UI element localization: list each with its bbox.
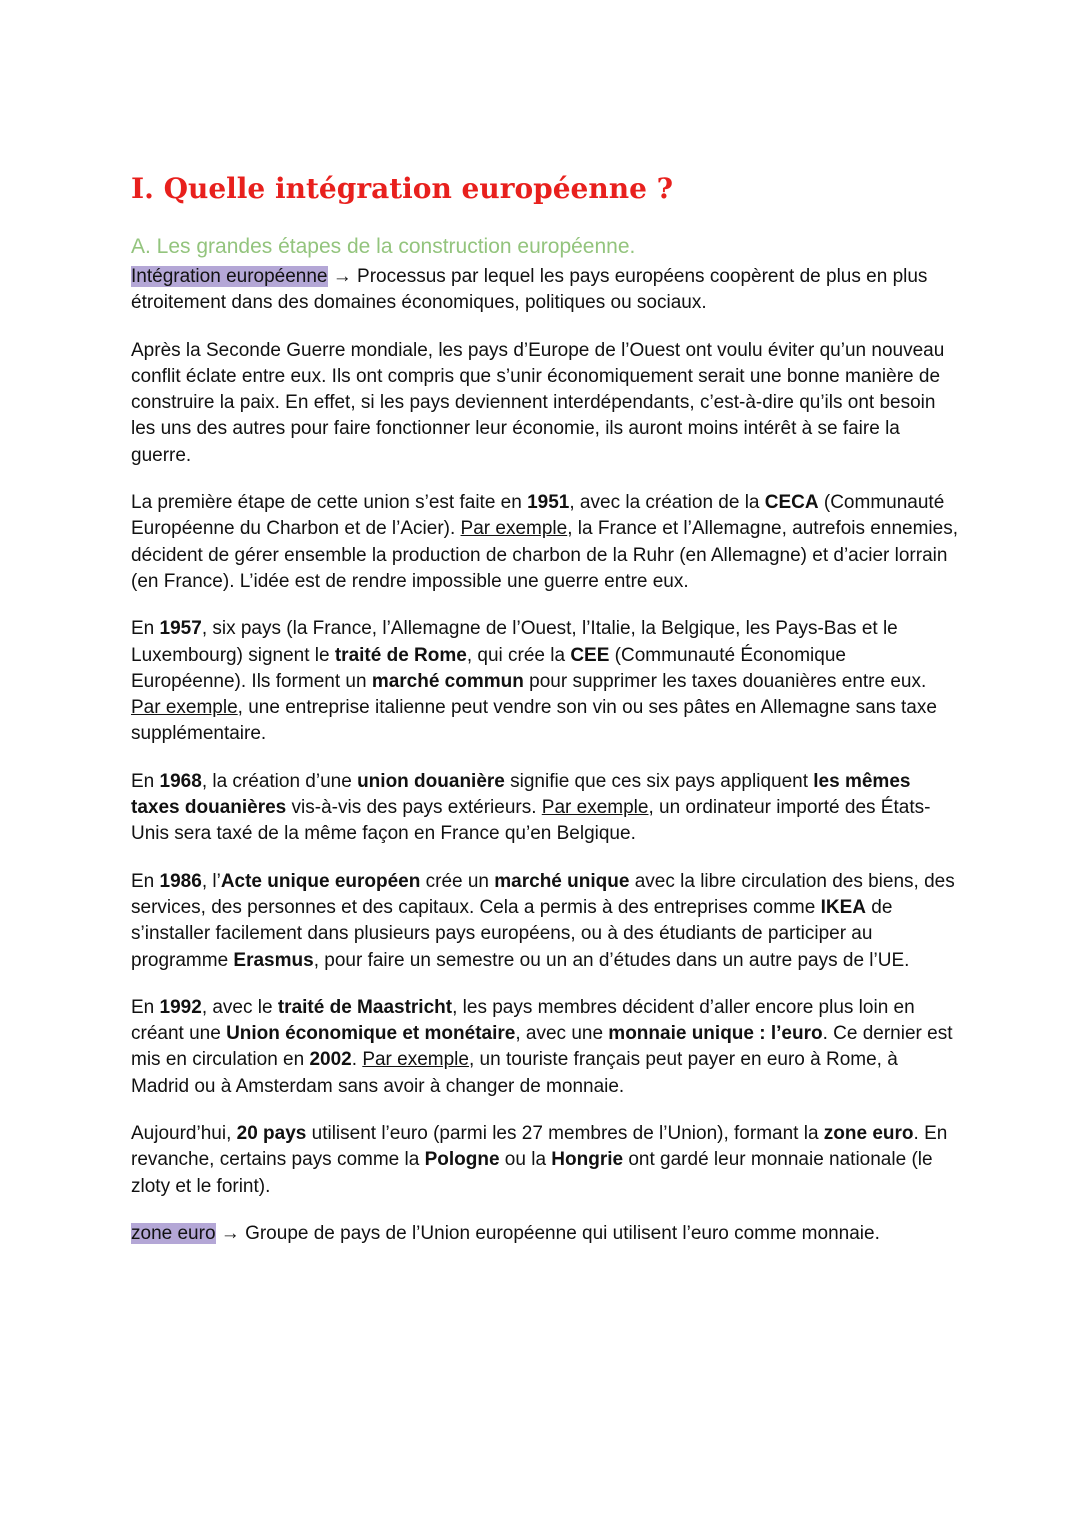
text-run: , les pays membres décident d’aller encore plus loin en créant une xyxy=(131,996,915,1045)
bold-run: zone euro xyxy=(823,1123,914,1145)
bold-run: 1986 xyxy=(159,870,202,892)
text-run: , l’ xyxy=(201,870,221,892)
text-run: , six pays (la France, l’Allemagne de l’Ouest, l’Italie, la Belgique, les Pays-Bas et le Luxembourg) signent le xyxy=(131,618,898,666)
text-run: En xyxy=(131,770,160,792)
underline-run: Par exemple xyxy=(460,518,568,540)
underline-run: Par exemple xyxy=(541,797,649,819)
paragraph-1957 xyxy=(131,616,961,747)
text-run: , la création d’une xyxy=(201,770,358,792)
bold-run: Union économique et monétaire xyxy=(226,1023,516,1045)
bold-run: CEE xyxy=(570,644,610,666)
text-run: En xyxy=(131,870,160,892)
subsection-title: A. Les grandes étapes de la construction européenne. xyxy=(131,235,636,258)
paragraph-1992 xyxy=(131,995,961,1100)
text-run: , avec le xyxy=(201,996,278,1018)
definition-integration xyxy=(131,264,961,317)
text-run: ont gardé leur monnaie nationale (le zloty et le forint). xyxy=(131,1149,933,1197)
bold-run: 2002 xyxy=(309,1049,352,1071)
underline-run: Par exemple xyxy=(131,697,238,719)
text-run: , pour faire un semestre ou un an d’études dans un autre pays de l’UE. xyxy=(313,949,910,971)
bold-run: traité de Rome xyxy=(334,644,467,666)
text-run: , un touriste français peut payer en euro à Rome, à Madrid ou à Amsterdam sans avoir à changer de monnaie. xyxy=(131,1049,898,1097)
definition-term: Intégration européenne xyxy=(131,266,328,287)
text-run: La première étape de cette union s’est faite en xyxy=(131,492,528,514)
text-run: crée un xyxy=(420,870,495,892)
bold-run: 1968 xyxy=(159,770,202,792)
bold-run: IKEA xyxy=(820,896,867,918)
text-run: , avec une xyxy=(515,1023,609,1045)
text-run: ou la xyxy=(499,1149,552,1171)
text-run: de s’installer facilement dans plusieurs pays européens, ou à des étudiants de participer au programme xyxy=(131,896,893,971)
bold-run: 1992 xyxy=(159,996,202,1018)
text-run: . Ce dernier est mis en circulation en xyxy=(131,1023,953,1071)
bold-run: les mêmes taxes douanières xyxy=(131,770,911,819)
text-run: avec la libre circulation des biens, des services, des personnes et des capitaux. Cela a permis à des entreprises comme xyxy=(131,870,955,918)
bold-run: monnaie unique : l’euro xyxy=(608,1023,823,1045)
bold-run: Acte unique européen xyxy=(220,870,421,892)
bold-run: marché unique xyxy=(494,870,630,892)
paragraph-1968 xyxy=(131,769,961,848)
bold-run: 1951 xyxy=(527,492,570,514)
text-run: Aujourd’hui, xyxy=(131,1123,237,1145)
text-run: (Communauté Économique Européenne). Ils forment un xyxy=(131,644,846,692)
definition-text: → Groupe de pays de l’Union européenne qui utilisent l’euro comme monnaie. xyxy=(215,1222,880,1244)
text-run: , avec la création de la xyxy=(569,492,765,514)
text-run: . En revanche, certains pays comme la xyxy=(131,1123,948,1171)
underline-run: Par exemple xyxy=(362,1049,469,1071)
paragraph-postwar: Après la Seconde Guerre mondiale, les pays d’Europe de l’Ouest ont voulu éviter qu’un nouveau conflit éclate entre eux. Ils ont compris que s’unir économiquement serait une bonne manière de construire la paix. En effet, si les pays deviennent interdépendants, c’est-à-dire qu’ils ont besoin les uns des autres pour faire fonctionner leur économie, ils auront moins intérêt à se faire la guerre. xyxy=(131,339,945,466)
paragraph-1951 xyxy=(131,490,961,595)
bold-run: Pologne xyxy=(424,1149,500,1171)
text-run: . xyxy=(351,1049,363,1071)
bold-run: 1957 xyxy=(159,618,202,640)
text-run: , une entreprise italienne peut vendre son vin ou ses pâtes en Allemagne sans taxe supplémentaire. xyxy=(131,697,937,745)
paragraph-today xyxy=(131,1121,961,1200)
bold-run: CECA xyxy=(764,492,819,514)
paragraph-1986 xyxy=(131,869,961,974)
text-run: (Communauté Européenne du Charbon et de l’Acier). xyxy=(131,492,945,540)
text-run: vis-à-vis des pays extérieurs. xyxy=(286,797,542,819)
definition-zone-euro xyxy=(131,1221,961,1247)
document-content xyxy=(131,170,961,1268)
bold-run: Erasmus xyxy=(233,949,314,971)
text-run: utilisent l’euro (parmi les 27 membres de l’Union), formant la xyxy=(306,1123,824,1145)
bold-run: traité de Maastricht xyxy=(277,996,453,1018)
bold-run: Hongrie xyxy=(551,1149,624,1171)
bold-run: marché commun xyxy=(371,670,524,692)
text-run: En xyxy=(131,618,160,640)
section-title: I. Quelle intégration européenne ? xyxy=(131,172,674,205)
definition-text: → Processus par lequel les pays européens coopèrent de plus en plus étroitement dans des domaines économiques, politiques ou sociaux. xyxy=(131,266,928,314)
text-run: , la France et l’Allemagne, autrefois ennemies, décident de gérer ensemble la production de charbon de la Ruhr (en Allemagne) et d’acier lorrain (en France). L’idée est de rendre impossible une guerre entre eux. xyxy=(131,518,958,592)
text-run: pour supprimer les taxes douanières entre eux. xyxy=(523,670,927,692)
text-run: En xyxy=(131,996,160,1018)
text-run: , qui crée la xyxy=(466,644,571,666)
bold-run: 20 pays xyxy=(236,1123,307,1145)
text-run: signifie que ces six pays appliquent xyxy=(504,770,814,792)
bold-run: union douanière xyxy=(357,770,505,792)
text-run: , un ordinateur importé des États-Unis sera taxé de la même façon en France qu’en Belgique. xyxy=(131,797,931,845)
definition-term: zone euro xyxy=(131,1222,216,1244)
